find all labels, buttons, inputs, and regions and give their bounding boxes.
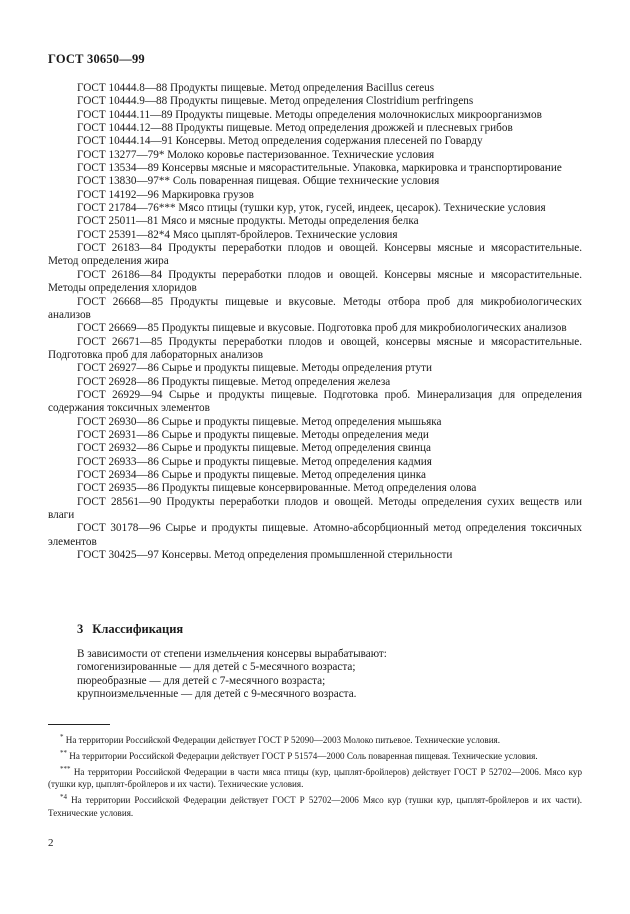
footnote-text: На территории Российской Федерации действует ГОСТ Р 52702—2006 Мясо кур (тушки кур, цыплят-бройлеров и их части). Технические условия. [48,795,582,818]
reference-item: ГОСТ 21784—76*** Мясо птицы (тушки кур, уток, гусей, индеек, цесарок). Технические условия [77,202,546,215]
reference-item: ГОСТ 26186—84 Продукты переработки плодов и овощей. Консервы мясные и мясорастительные. Методы определения хлоридов [48,268,582,295]
reference-item: ГОСТ 10444.8—88 Продукты пищевые. Метод определения Bacillus cereus [77,82,435,94]
reference-item: ГОСТ 26669—85 Продукты пищевые и вкусовые. Подготовка проб для микробиологических анализов [77,322,567,335]
footnotes [48,731,582,820]
reference-item: ГОСТ 14192—96 Маркировка грузов [77,188,254,201]
section-heading [77,622,183,637]
footnote-mark: *4 [60,793,67,802]
footnote-text: На территории Российской Федерации в части мяса птицы (кур, цыплят-бройлеров) действует ГОСТ Р 52702—2006. Мясо кур (тушки кур, цыплят-бройлеров и их части). Технические условия. [48,767,582,790]
reference-item: ГОСТ 26183—84 Продукты переработки плодов и овощей. Консервы мясные и мясорастительные. Метод определения жира [48,242,582,268]
reference-item: ГОСТ 26927—86 Сырье и продукты пищевые. Методы определения ртути [77,362,432,375]
footnote [48,731,582,746]
classification-intro: В зависимости от степени измельчения консервы вырабатывают: [77,648,387,660]
footnote-divider [48,724,110,725]
reference-item: ГОСТ 10444.14—91 Консервы. Метод определения содержания плесеней по Говарду [77,135,483,148]
classification-item: гомогенизированные — для детей с 5-месячного возраста; [77,661,356,674]
reference-item: ГОСТ 25011—81 Мясо и мясные продукты. Методы определения белка [77,215,419,228]
reference-item: ГОСТ 10444.11—89 Продукты пищевые. Методы определения молочнокислых микроорганизмов [77,108,542,121]
section-number: 3 [77,622,84,636]
reference-item: ГОСТ 13830—97** Соль поваренная пищевая. Общие технические условия [77,175,440,188]
reference-item: ГОСТ 26933—86 Сырье и продукты пищевые. Метод определения кадмия [77,455,432,468]
normative-references [48,82,582,562]
reference-item: ГОСТ 26934—86 Сырье и продукты пищевые. Метод определения цинка [77,468,426,481]
section-title: Классификация [92,622,184,636]
reference-item: ГОСТ 26668—85 Продукты пищевые и вкусовые. Методы отбора проб для микробиологических анализов [48,295,582,321]
reference-item: ГОСТ 13534—89 Консервы мясные и мясорастительные. Упаковка, маркировка и транспортирование [77,162,562,175]
reference-item: ГОСТ 26928—86 Продукты пищевые. Метод определения железа [77,375,391,388]
reference-item: ГОСТ 10444.9—88 Продукты пищевые. Метод определения Clostridium perfringens [77,95,474,108]
reference-item: ГОСТ 30425—97 Консервы. Метод определения промышленной стерильности [77,549,453,562]
footnote-text: На территории Российской Федерации действует ГОСТ Р 51574—2000 Соль поваренная пищевая. Технические условия. [69,751,538,762]
reference-item: ГОСТ 26931—86 Сырье и продукты пищевые. Методы определения меди [77,428,429,441]
footnote [48,791,582,818]
reference-item: ГОСТ 30178—96 Сырье и продукты пищевые. Атомно-абсорбционный метод определения токсичных элементов [48,522,582,548]
reference-item: ГОСТ 13277—79* Молоко коровье пастеризованное. Технические условия [77,148,435,161]
classification-body [48,648,582,702]
classification-item: крупноизмельченные — для детей с 9-месячного возраста. [77,688,357,701]
reference-item: ГОСТ 25391—82*4 Мясо цыплят-бройлеров. Технические условия [77,228,398,241]
footnote-mark: * [60,733,64,741]
footnote-mark: ** [60,749,67,758]
page-number: 2 [48,837,54,849]
reference-item: ГОСТ 28561—90 Продукты переработки плодов и овощей. Методы определения сухих веществ или влаги [48,495,582,521]
reference-item: ГОСТ 26671—85 Продукты переработки плодов и овощей, консервы мясные и мясорастительные. Подготовка проб для лабораторных анализов [48,335,582,361]
reference-item: ГОСТ 26929—94 Сырье и продукты пищевые. Подготовка проб. Минерализация для определения содержания токсичных элементов [48,388,582,415]
reference-item: ГОСТ 26932—86 Сырье и продукты пищевые. Метод определения свинца [77,442,431,455]
classification-item: пюреобразные — для детей с 7-месячного возраста; [77,674,326,687]
reference-item: ГОСТ 26935—86 Продукты пищевые консервированные. Метод определения олова [77,482,477,495]
reference-item: ГОСТ 26930—86 Сырье и продукты пищевые. Метод определения мышьяка [77,415,442,428]
footnote [48,763,582,790]
footnote-text: На территории Российской Федерации действует ГОСТ Р 52090—2003 Молоко питьевое. Технические условия. [65,735,501,746]
reference-item: ГОСТ 10444.12—88 Продукты пищевые. Метод определения дрожжей и плесневых грибов [77,122,513,135]
footnote-mark: *** [60,765,71,774]
footnote [48,747,582,762]
document-header: ГОСТ 30650—99 [48,52,145,66]
